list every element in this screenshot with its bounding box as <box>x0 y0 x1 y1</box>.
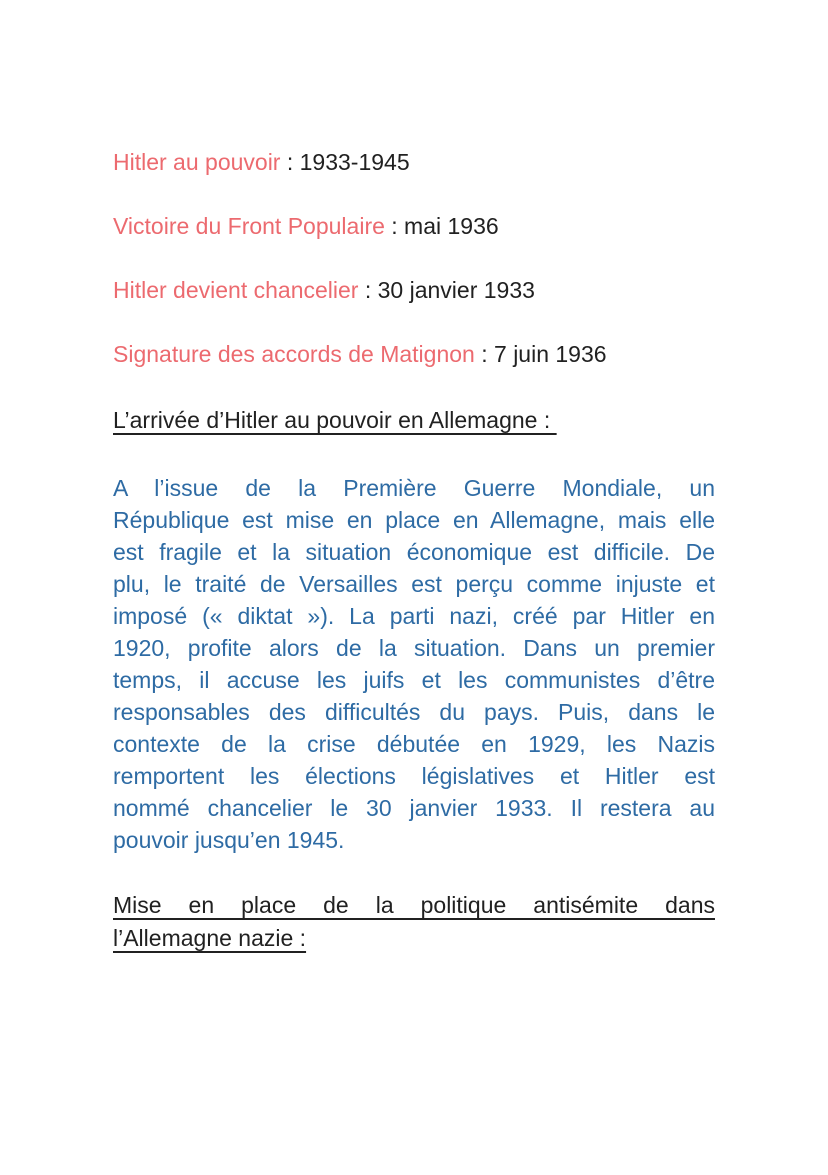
paragraph-line: pouvoir jusqu’en 1945. <box>113 827 345 853</box>
paragraph-line: République est mise en place en Allemagne, mais elle <box>113 507 715 533</box>
document-content <box>113 0 715 955</box>
paragraph-line: plu, le traité de Versailles est perçu comme injuste et <box>113 571 715 597</box>
timeline-entry <box>113 146 715 178</box>
heading-line: l’Allemagne nazie : <box>113 925 307 951</box>
heading-line: Mise en place de la politique antisémite dans <box>113 892 715 918</box>
paragraph-line: contexte de la crise débutée en 1929, les Nazis <box>113 731 715 757</box>
paragraph-line: temps, il accuse les juifs et les communistes d’être <box>113 667 715 693</box>
timeline-value: : 30 janvier 1933 <box>358 277 535 303</box>
section-heading-antisemitic-policy <box>113 889 715 955</box>
timeline-entry <box>113 338 715 370</box>
timeline-entry <box>113 210 715 242</box>
timeline-value: : mai 1936 <box>384 213 499 239</box>
paragraph-line: 1920, profite alors de la situation. Dans un premier <box>113 635 715 661</box>
timeline-label: Hitler au pouvoir <box>113 149 281 175</box>
timeline-value: : 7 juin 1936 <box>474 341 607 367</box>
paragraph-line: nommé chancelier le 30 janvier 1933. Il restera au <box>113 795 715 821</box>
paragraph-line: remportent les élections législatives et Hitler est <box>113 763 715 789</box>
section-heading-text: L’arrivée d’Hitler au pouvoir en Allemagne : <box>113 407 557 433</box>
timeline-label: Hitler devient chancelier <box>113 277 359 303</box>
timeline-label: Signature des accords de Matignon <box>113 341 475 367</box>
paragraph-line: est fragile et la situation économique est difficile. De <box>113 539 715 565</box>
paragraph-hitler-rise <box>113 472 715 856</box>
paragraph-line: responsables des difficultés du pays. Puis, dans le <box>113 699 715 725</box>
timeline-value: : 1933-1945 <box>280 149 410 175</box>
section-heading-hitler-power <box>113 404 715 436</box>
paragraph-line: A l’issue de la Première Guerre Mondiale, un <box>113 475 715 501</box>
timeline-label: Victoire du Front Populaire <box>113 213 385 239</box>
timeline-entry <box>113 274 715 306</box>
paragraph-line: imposé (« diktat »). La parti nazi, créé par Hitler en <box>113 603 715 629</box>
